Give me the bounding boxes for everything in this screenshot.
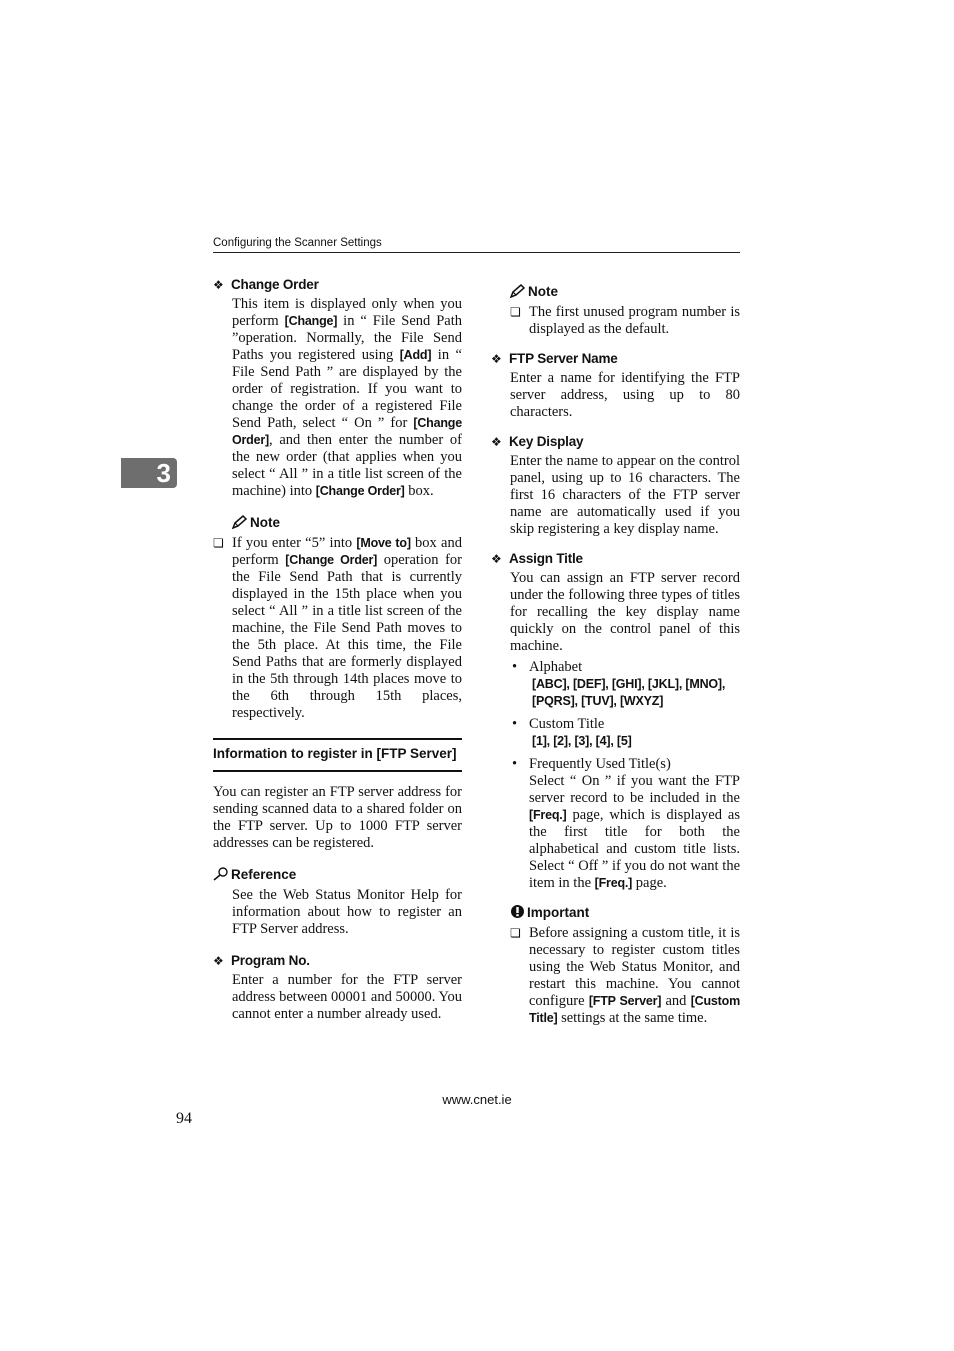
pencil-icon: [510, 284, 526, 302]
key-display-section: [491, 433, 740, 538]
running-header: Configuring the Scanner Settings: [213, 237, 740, 253]
note-item: ❏ If you enter “5” into [Move to] box and perform [Change Order] operation for the File Send Path that is currently displayed in the 15th place when you select “ All ” in a title list screen of the machine, the File Send Path moves to the 5th place. At this time, the File Send Paths that are formerly displayed in the 5th through 14th places move to the 6th through 15th places, respectively.: [213, 535, 462, 721]
ftp-server-name-heading: FTP Server Name: [509, 351, 618, 366]
section-title-box: [213, 738, 462, 772]
program-no-heading: Program No.: [231, 953, 310, 968]
intro-paragraph: You can register an FTP server address for sending scanned data to a shared folder on the FTP server. Up to 1000 FTP server addresses can be registered.: [213, 784, 462, 851]
diamond-bullet-icon: ❖: [491, 352, 502, 366]
pencil-icon: [232, 515, 248, 533]
reference-block: [213, 866, 462, 938]
page-number: 94: [176, 1110, 192, 1127]
reference-heading: Reference: [231, 867, 297, 882]
important-block: [491, 904, 740, 1027]
right-column: [491, 283, 740, 1027]
assign-title-text: You can assign an FTP server record under the following three types of titles for recalling the key display name quickly on the control panel of this machine.: [510, 570, 740, 654]
footer-url: www.cnet.ie: [442, 1092, 512, 1107]
change-order-heading: Change Order: [231, 277, 319, 292]
list-item: • Alphabet [ABC], [DEF], [GHI], [JKL], [MNO], [PQRS], [TUV], [WXYZ]: [512, 659, 726, 708]
section-title: Information to register in [FTP Server]: [213, 746, 457, 761]
key-display-heading: Key Display: [509, 434, 584, 449]
key-display-text: Enter the name to appear on the control panel, using up to 16 characters. The first 16 characters of the FTP server name are automatically used if you skip registering a key display name.: [510, 453, 740, 537]
important-heading: Important: [527, 905, 590, 920]
important-icon: [510, 904, 525, 923]
ftp-server-name-text: Enter a name for identifying the FTP server address, using up to 80 characters.: [510, 370, 740, 420]
left-column: [213, 276, 462, 1023]
note-heading: Note: [528, 284, 558, 299]
list-item: • Custom Title [1], [2], [3], [4], [5]: [512, 716, 632, 748]
program-no-text: Enter a number for the FTP server address between 00001 and 50000. You cannot enter a number already used.: [232, 972, 462, 1022]
note-heading: Note: [250, 515, 280, 530]
diamond-bullet-icon: ❖: [491, 552, 502, 566]
note-block: [213, 514, 462, 722]
diamond-bullet-icon: ❖: [213, 278, 224, 292]
chapter-tab: 3: [121, 458, 177, 488]
magnifier-icon: [213, 867, 229, 885]
assign-title-heading: Assign Title: [509, 551, 583, 566]
change-order-text: This item is displayed only when you perform [Change] in “ File Send Path ”operation. Normally, the File Send Paths you registered using [Add] in “ File Send Path ” are displayed by the order of registration. If you want to change the order of a registered File Send Path, select “ On ” for [Change Order], and then enter the number of the new order (that applies when you select “ All ” in a title list screen of the machine) into [Change Order] box.: [232, 296, 462, 499]
note-item: ❏ The first unused program number is displayed as the default.: [510, 304, 740, 337]
ftp-server-name-section: [491, 350, 740, 421]
important-item: ❏ Before assigning a custom title, it is necessary to register custom titles using the Web Status Monitor, and restart this machine. You cannot configure [FTP Server] and [Custom Title] settings at the same time.: [510, 925, 740, 1026]
checkbox-bullet-icon: ❏: [510, 926, 521, 940]
list-item: • Frequently Used Title(s) Select “ On ” if you want the FTP server record to be included in the [Freq.] page, which is displayed as the first title for both the alphabetical and custom title lists. Select “ Off ” if you do not want the item in the [Freq.] page.: [512, 756, 740, 891]
diamond-bullet-icon: ❖: [491, 435, 502, 449]
checkbox-bullet-icon: ❏: [510, 305, 521, 319]
checkbox-bullet-icon: ❏: [213, 536, 224, 550]
title-type-list: [491, 659, 740, 892]
assign-title-section: [491, 550, 740, 892]
note-block-2: [491, 283, 740, 338]
diamond-bullet-icon: ❖: [213, 954, 224, 968]
change-order-section: [213, 276, 462, 500]
reference-text: See the Web Status Monitor Help for information about how to register an FTP Server address.: [232, 887, 462, 937]
program-no-section: [213, 952, 462, 1023]
